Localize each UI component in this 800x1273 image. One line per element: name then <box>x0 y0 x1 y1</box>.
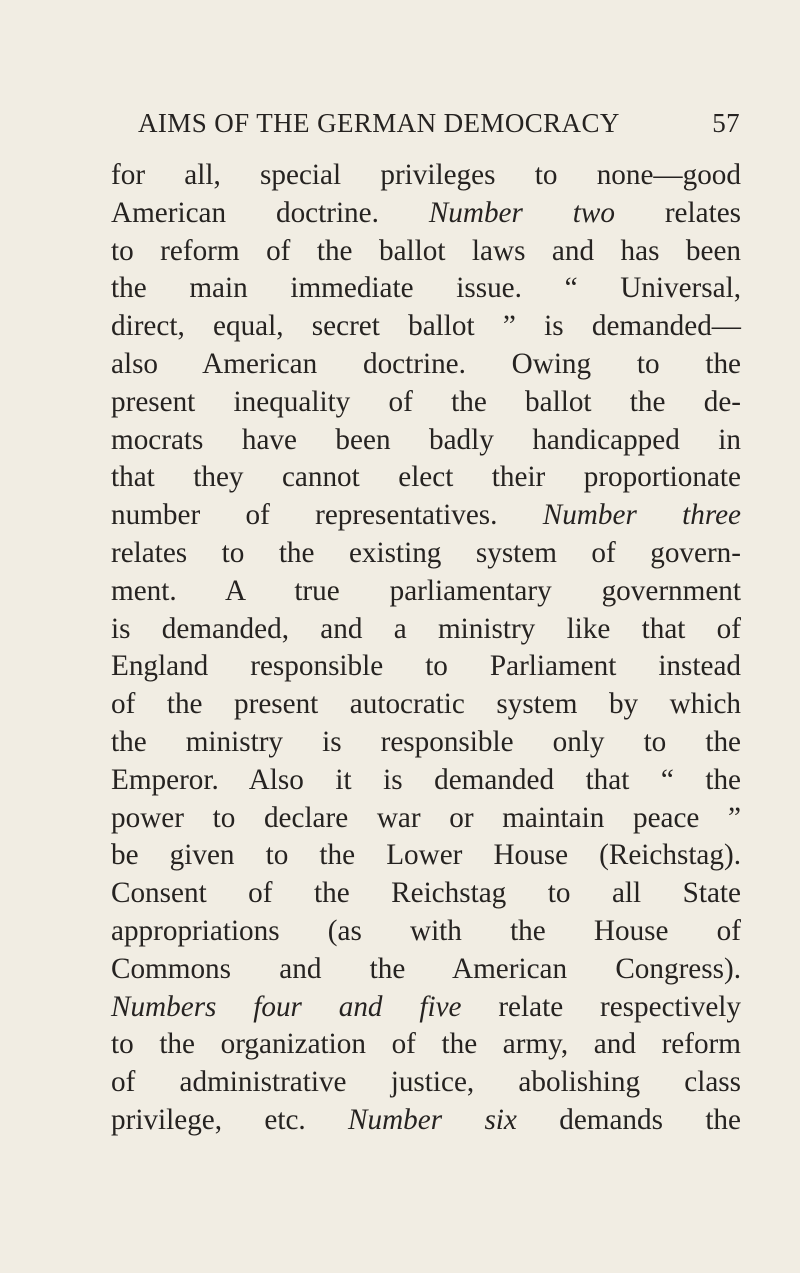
page-number: 57 <box>712 108 740 138</box>
text-line <box>111 800 741 838</box>
text-run: Emperor. Also it is demanded that “ the <box>111 763 741 796</box>
text-run: of the present autocratic system by which <box>111 688 741 721</box>
text-line <box>111 686 741 724</box>
text-line <box>111 157 741 195</box>
text-line <box>111 270 741 308</box>
text-run: that they cannot elect their proportionate <box>111 461 741 494</box>
text-line <box>111 535 741 573</box>
text-run: England responsible to Parliament instead <box>111 650 741 683</box>
text-line <box>111 913 741 951</box>
text-run: demands the <box>516 1103 741 1136</box>
text-run: relates to the existing system of govern- <box>111 536 741 569</box>
text-line <box>111 875 741 913</box>
italic-phrase: Numbers four and five <box>111 990 462 1023</box>
text-line <box>111 573 741 611</box>
text-line <box>111 951 741 989</box>
text-line <box>111 837 741 875</box>
text-run: present inequality of the ballot the de- <box>111 385 741 418</box>
text-line <box>111 308 741 346</box>
text-line <box>111 1064 741 1102</box>
running-head <box>112 108 740 148</box>
text-run: relate respectively <box>461 990 741 1023</box>
text-line <box>111 648 741 686</box>
text-run: to the organization of the army, and reform <box>111 1028 741 1061</box>
text-line <box>111 497 741 535</box>
italic-phrase: Number three <box>542 499 741 532</box>
text-line <box>111 762 741 800</box>
text-run: the main immediate issue. “ Universal, <box>111 272 741 305</box>
text-run: mocrats have been badly handicapped in <box>111 423 741 456</box>
text-line <box>111 989 741 1027</box>
text-line <box>111 724 741 762</box>
text-line <box>111 1102 741 1140</box>
text-run: to reform of the ballot laws and has been <box>111 234 741 267</box>
text-run: American doctrine. <box>111 196 429 229</box>
text-run: is demanded, and a ministry like that of <box>111 612 741 645</box>
text-line <box>111 346 741 384</box>
text-line <box>111 1026 741 1064</box>
text-run: power to declare war or maintain peace ” <box>111 801 741 834</box>
text-run: also American doctrine. Owing to the <box>111 347 741 380</box>
text-line <box>111 384 741 422</box>
text-line <box>111 195 741 233</box>
text-run: of administrative justice, abolishing class <box>111 1066 741 1099</box>
text-run: number of representatives. <box>111 499 543 532</box>
text-run: ment. A true parliamentary government <box>111 574 741 607</box>
text-run: the ministry is responsible only to the <box>111 725 741 758</box>
text-run: relates <box>614 196 742 229</box>
body-text <box>111 157 741 1140</box>
text-line <box>111 611 741 649</box>
text-run: direct, equal, secret ballot ” is demanded— <box>111 310 741 343</box>
text-run: privilege, etc. <box>111 1103 349 1136</box>
text-line <box>111 459 741 497</box>
text-line <box>111 422 741 460</box>
running-title: AIMS OF THE GERMAN DEMOCRACY <box>138 108 620 138</box>
text-line <box>111 233 741 271</box>
italic-phrase: Number six <box>348 1103 517 1136</box>
text-run: Consent of the Reichstag to all State <box>111 877 741 910</box>
text-run: appropriations (as with the House of <box>111 914 741 947</box>
text-run: be given to the Lower House (Reichstag). <box>111 839 741 872</box>
text-run: for all, special privileges to none—good <box>111 159 741 191</box>
italic-phrase: Number two <box>428 196 615 229</box>
text-run: Commons and the American Congress). <box>111 952 741 985</box>
